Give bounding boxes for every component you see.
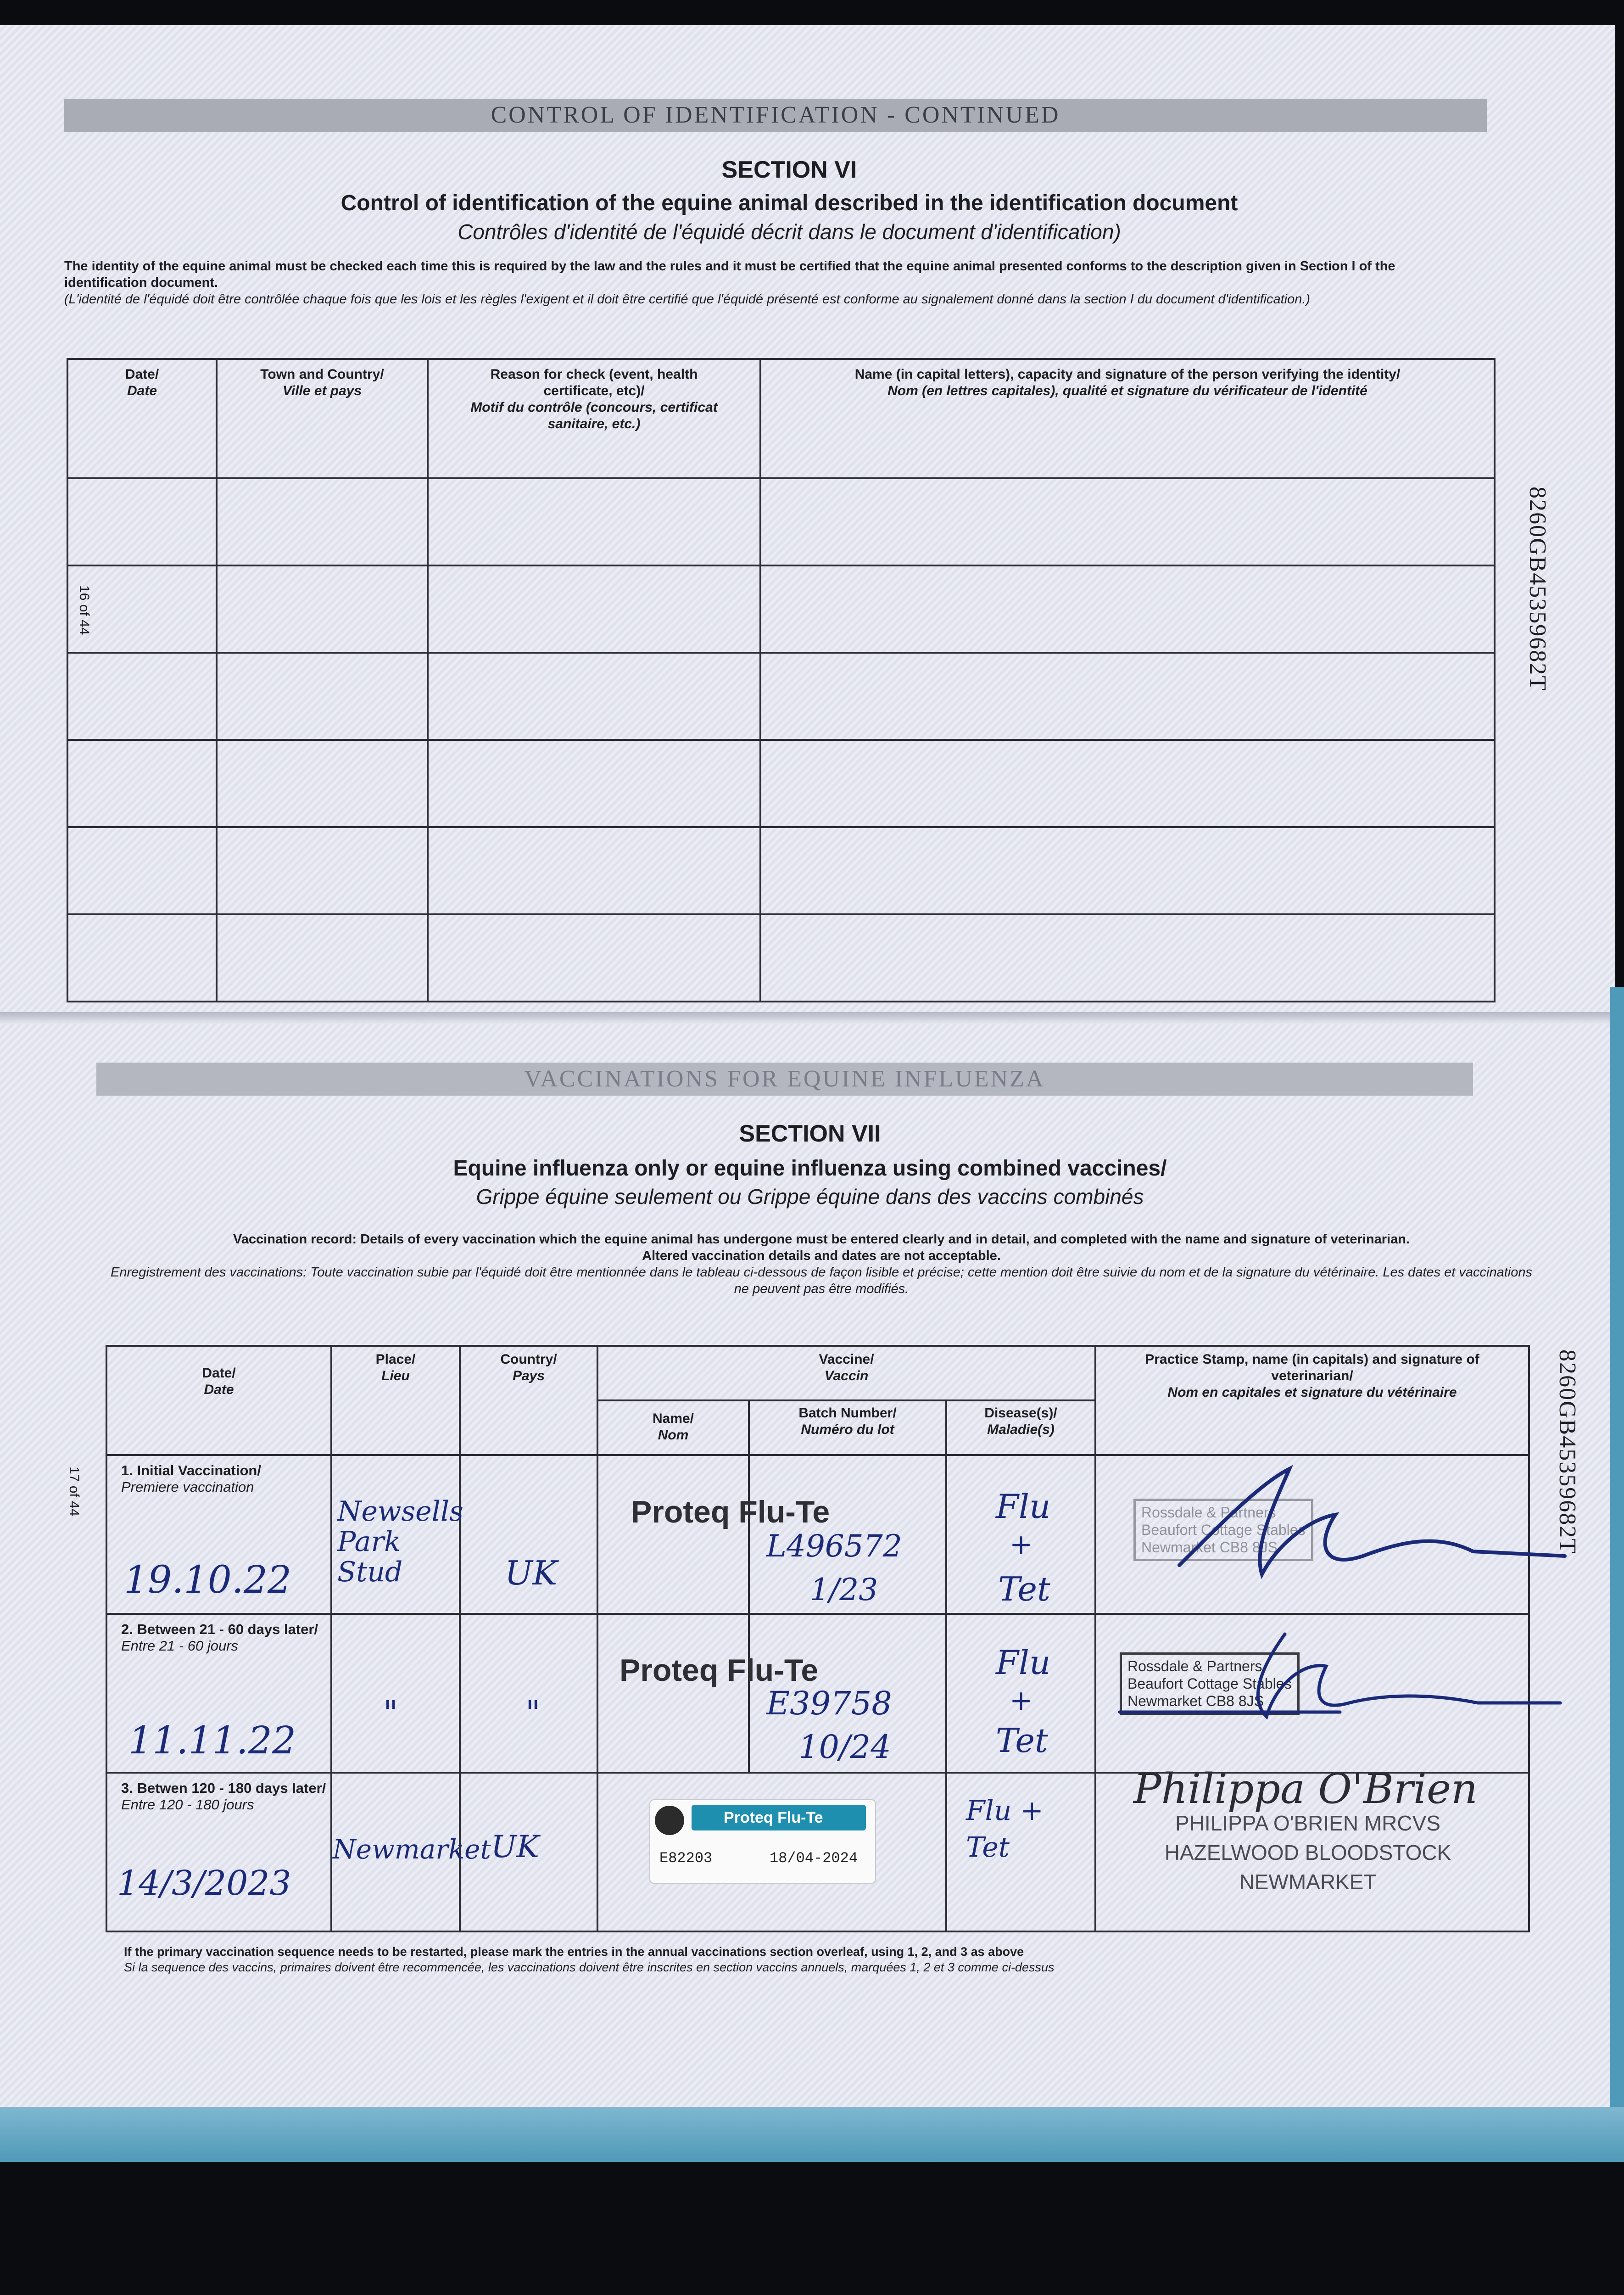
cell-verifier[interactable] xyxy=(760,653,1495,740)
book-cover-edge xyxy=(0,2107,1624,2162)
cell-date[interactable] xyxy=(67,478,217,565)
row2-batch-number: E39758 xyxy=(766,1685,892,1722)
intro-english: The identity of the equine animal must be checked each time this is required by the law and the rules and it must be certified that the equine animal presented conforms to the description given in Section I of the identification document. xyxy=(64,259,1395,290)
header-practice-stamp: Practice Stamp, name (in capitals) and signature of veterinarian/ Nom en capitales et signature du vétérinaire xyxy=(1095,1346,1529,1455)
header-country: Country/ Pays xyxy=(460,1346,597,1455)
vaccinations-banner: VACCINATIONS FOR EQUINE INFLUENZA xyxy=(96,1063,1473,1096)
cell-vaccine-name[interactable] xyxy=(597,1455,749,1614)
header-place: Place/ Lieu xyxy=(331,1346,460,1455)
identification-check-table xyxy=(67,358,1496,1002)
record-english-2: Altered vaccination details and dates are not acceptable. xyxy=(642,1248,1001,1263)
control-identification-banner: CONTROL OF IDENTIFICATION - CONTINUED xyxy=(64,99,1487,132)
cell-vaccine-name[interactable] xyxy=(597,1614,749,1773)
header-vaccine: Vaccine/ Vaccin xyxy=(597,1346,1095,1400)
record-english: Vaccination record: Details of every vaccination which the equine animal has undergone must be entered clearly and in detail, and completed with the name and signature of veterinarian. xyxy=(233,1232,1410,1247)
cell-country[interactable] xyxy=(460,1614,597,1773)
row3-date-handwritten: 14/3/2023 xyxy=(117,1864,291,1903)
row1-date-handwritten: 19.10.22 xyxy=(124,1558,292,1602)
row2-batch-expiry: 10/24 xyxy=(798,1728,891,1766)
row3-place-handwritten: Newmarket xyxy=(333,1834,491,1865)
row1-practice-stamp: Rossdale & Partners Beaufort Cottage Stables Newmarket CB8 8JS xyxy=(1133,1499,1313,1561)
header-date: Date/ Date xyxy=(106,1346,331,1455)
row2-place-ditto: " xyxy=(383,1694,398,1731)
passport-id-top: 8260GB45359682T xyxy=(1524,487,1551,691)
row3-vet-signature: Philippa O'Brien xyxy=(1133,1765,1478,1813)
row3-vet-typed-stamp: PHILIPPA O'BRIEN MRCVS HAZELWOOD BLOODSTOCK NEWMARKET xyxy=(1164,1811,1451,1894)
row2-date-handwritten: 11.11.22 xyxy=(128,1719,296,1763)
cell-reason[interactable] xyxy=(428,740,760,827)
vaccination-record-notice xyxy=(106,1231,1537,1297)
row2-vaccine-name: Proteq Flu-Te xyxy=(619,1653,819,1688)
table-row xyxy=(67,914,1495,1002)
cell-verifier[interactable] xyxy=(760,565,1495,653)
cell-date[interactable] xyxy=(67,827,217,914)
vaccination-footnote xyxy=(124,1944,1501,1975)
cell-date[interactable]: 2. Between 21 - 60 days later/ Entre 21 - 60 jours xyxy=(106,1614,331,1773)
section-vi-subtitle: Control of identification of the equine animal described in the identification document xyxy=(340,191,1238,215)
header-batch-number: Batch Number/ Numéro du lot xyxy=(749,1400,946,1455)
row1-disease-plus: + xyxy=(1010,1528,1033,1561)
page-number-16: 16 of 44 xyxy=(77,585,92,635)
header-verifier: Name (in capital letters), capacity and signature of the person verifying the identity/ Nom (en lettres capitales), qualité et signature du vérificateur de l'identité xyxy=(760,359,1495,478)
cell-date[interactable]: 1. Initial Vaccination/ Premiere vaccination xyxy=(106,1455,331,1614)
vaccine-batch-sticker xyxy=(649,1799,876,1884)
row1-batch-expiry: 1/23 xyxy=(810,1572,878,1607)
row1-place-handwritten: Newsells Park Stud xyxy=(337,1496,463,1587)
cell-town[interactable] xyxy=(217,653,428,740)
cell-reason[interactable] xyxy=(428,653,760,740)
row1-vet-signature xyxy=(1124,1464,1583,1602)
header-reason: Reason for check (event, health certificate, etc)/ Motif du contrôle (concours, certificat sanitaire, etc.) xyxy=(428,359,760,478)
table-row xyxy=(67,478,1495,565)
row3-disease-handwritten: Flu + Tet xyxy=(966,1795,1044,1864)
cell-reason[interactable] xyxy=(428,914,760,1002)
cell-date[interactable] xyxy=(67,740,217,827)
section-vii-title: SECTION VII xyxy=(739,1120,881,1147)
row2-practice-stamp: Rossdale & Partners Beaufort Cottage Stables Newmarket CB8 8JS xyxy=(1120,1652,1300,1715)
section-vi-subtitle-fr: Contrôles d'identité de l'équidé décrit dans le document d'identification) xyxy=(458,220,1121,244)
cell-reason[interactable] xyxy=(428,478,760,565)
record-french: Enregistrement des vaccinations: Toute vaccination subie par l'équidé doit être mentionnée dans le tableau ci-dessous de façon lisible et précise; cette mention doit être suivie du nom et de la signature du vétérinaire. Les dates et vaccinations ne peuvent pas être modifiés. xyxy=(110,1265,1532,1296)
row1-disease-tet: Tet xyxy=(998,1570,1050,1608)
cell-verifier[interactable] xyxy=(760,914,1495,1002)
row2-country-ditto: " xyxy=(525,1694,541,1731)
row1-vaccine-name: Proteq Flu-Te xyxy=(631,1495,830,1529)
cell-town[interactable] xyxy=(217,565,428,653)
cell-place[interactable] xyxy=(331,1614,460,1773)
page-number-17: 17 of 44 xyxy=(67,1467,82,1517)
cell-town[interactable] xyxy=(217,740,428,827)
passport-id-bottom: 8260GB45359682T xyxy=(1554,1349,1580,1554)
cell-reason[interactable] xyxy=(428,565,760,653)
cell-date[interactable] xyxy=(67,653,217,740)
header-vaccine-name: Name/ Nom xyxy=(597,1400,749,1455)
cell-date[interactable] xyxy=(67,914,217,1002)
proteq-logo-icon xyxy=(655,1806,684,1835)
row1-batch-number: L496572 xyxy=(766,1528,902,1564)
section-vi-title: SECTION VI xyxy=(721,157,857,183)
row2-disease-flu: Flu xyxy=(996,1643,1051,1682)
section-vii-subtitle-fr: Grippe équine seulement ou Grippe équine dans des vaccins combinés xyxy=(476,1185,1144,1209)
sticker-batch: E82203 xyxy=(659,1850,713,1867)
footnote-english: If the primary vaccination sequence needs to be restarted, please mark the entries in the annual vaccinations section overleaf, using 1, 2, and 3 as above xyxy=(124,1945,1024,1959)
header-date: Date/ Date xyxy=(67,359,217,478)
row3-country-handwritten: UK xyxy=(491,1829,539,1864)
header-town-country: Town and Country/ Ville et pays xyxy=(217,359,428,478)
table-row xyxy=(67,740,1495,827)
header-diseases: Disease(s)/ Maladie(s) xyxy=(946,1400,1095,1455)
cell-verifier[interactable] xyxy=(760,827,1495,914)
row1-disease-flu: Flu xyxy=(996,1487,1051,1526)
cell-reason[interactable] xyxy=(428,827,760,914)
table-row xyxy=(67,827,1495,914)
table-row xyxy=(67,565,1495,653)
intro-french: (L'identité de l'équidé doit être contrôlée chaque fois que les lois et les règles l'exigent et il doit être certifié que l'équidé présenté est conforme au signalement donné dans la section I du document d'identification.) xyxy=(64,292,1311,307)
footnote-french: Si la sequence des vaccins, primaires doivent être recommencée, les vaccinations doivent être inscrites en section vaccins annuels, marquées 1, 2 et 3 comme ci-dessus xyxy=(124,1960,1055,1974)
cell-town[interactable] xyxy=(217,827,428,914)
cell-date[interactable]: 3. Betwen 120 - 180 days later/ Entre 120 - 180 jours xyxy=(106,1773,331,1931)
section-vi-intro xyxy=(64,258,1478,308)
row2-disease-tet: Tet xyxy=(996,1721,1048,1760)
cell-verifier[interactable] xyxy=(760,740,1495,827)
row2-vet-signature xyxy=(1111,1625,1569,1744)
table-row xyxy=(67,653,1495,740)
row2-disease-plus: + xyxy=(1010,1685,1033,1717)
sticker-expiry: 18/04-2024 xyxy=(770,1850,858,1867)
row1-country-handwritten: UK xyxy=(505,1554,558,1592)
section-vii-subtitle: Equine influenza only or equine influenza using combined vaccines/ xyxy=(453,1156,1167,1181)
cell-town[interactable] xyxy=(217,914,428,1002)
sticker-brand: Proteq Flu-Te xyxy=(692,1805,866,1830)
cell-town[interactable] xyxy=(217,478,428,565)
cell-verifier[interactable] xyxy=(760,478,1495,565)
